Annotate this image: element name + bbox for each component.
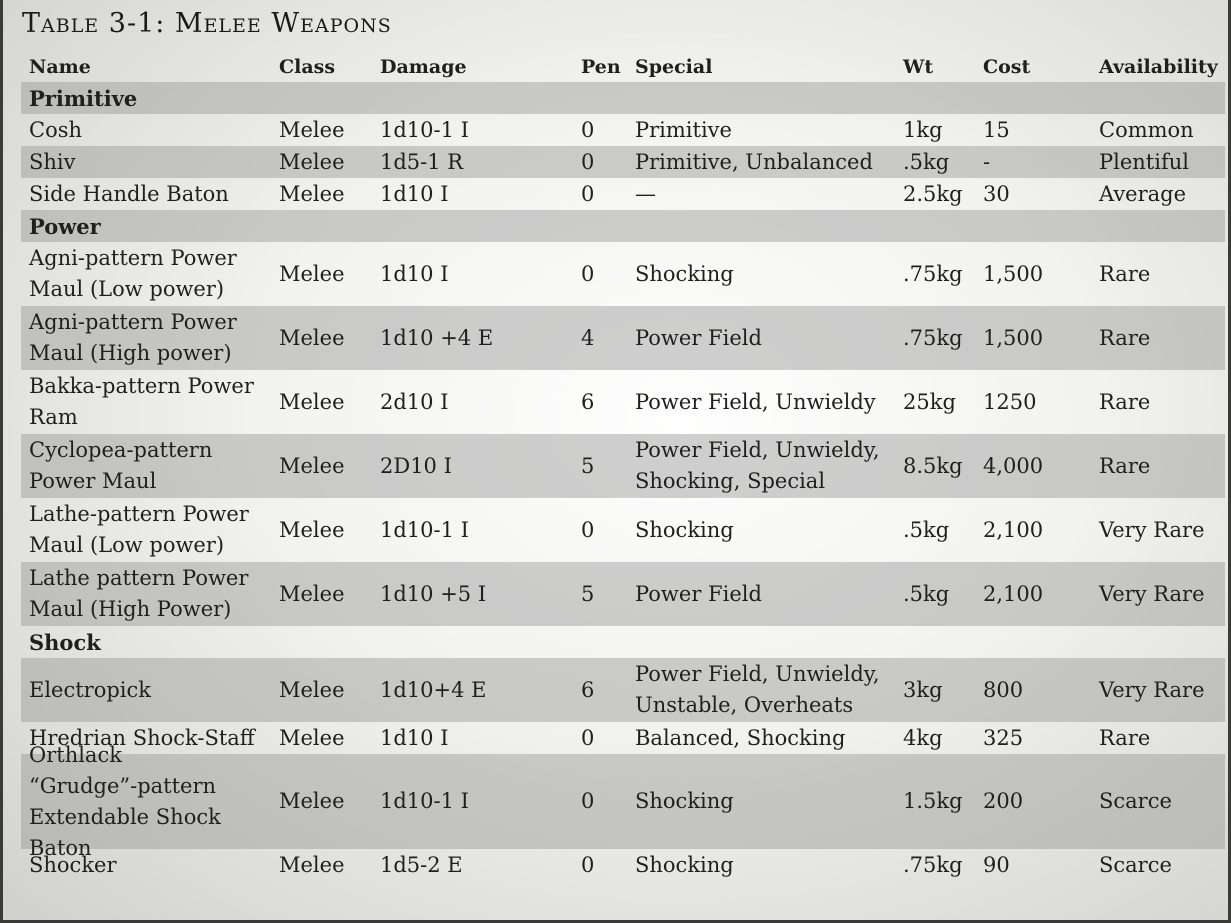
cell-cost: 4,000: [983, 453, 1044, 478]
header-class: Class: [279, 56, 336, 78]
cell-pen: 0: [581, 149, 595, 174]
cell-class: Melee: [279, 453, 345, 478]
cell-pen: 6: [581, 677, 595, 702]
cell-special: Power Field: [635, 325, 762, 350]
cell-damage: 1d10 +5 I: [380, 581, 487, 606]
header-wt: Wt: [903, 56, 934, 78]
cell-availability: Rare: [1099, 453, 1151, 478]
section-label: Shock: [29, 629, 101, 655]
cell-availability: Rare: [1099, 261, 1151, 286]
cell-name: Side Handle Baton: [29, 181, 229, 206]
cell-damage: 2D10 I: [380, 453, 452, 478]
cell-special: —: [635, 181, 656, 206]
cell-damage: 1d10 I: [380, 261, 449, 286]
table-row: [3, 114, 1231, 146]
cell-class: Melee: [279, 581, 345, 606]
table-row: [3, 742, 1231, 860]
cell-wt: .75kg: [903, 261, 963, 286]
cell-special: Power Field, Unwieldy, Shocking, Special: [635, 438, 880, 493]
table-header: [3, 52, 1231, 82]
cell-damage: 2d10 I: [380, 389, 449, 414]
cell-damage: 1d10 I: [380, 725, 449, 750]
cell-class: Melee: [279, 789, 345, 813]
cell-pen: 4: [581, 325, 595, 350]
cell-pen: 0: [581, 789, 595, 813]
cell-name: Shocker: [29, 852, 117, 877]
cell-name: Agni-pattern Power Maul (High power): [29, 310, 237, 365]
cell-wt: 1kg: [903, 117, 943, 142]
cell-cost: 90: [983, 852, 1010, 877]
cell-availability: Rare: [1099, 325, 1151, 350]
cell-damage: 1d10-1 I: [380, 117, 469, 142]
cell-special: Power Field, Unwieldy: [635, 389, 876, 414]
cell-wt: .5kg: [903, 517, 950, 542]
table-title: Table 3-1: Melee Weapons: [22, 8, 392, 39]
table-row: [3, 306, 1231, 370]
cell-special: Primitive: [635, 117, 732, 142]
table-row: [3, 146, 1231, 178]
cell-pen: 5: [581, 581, 595, 606]
cell-damage: 1d10 +4 E: [380, 325, 494, 350]
cell-cost: 200: [983, 789, 1024, 813]
cell-cost: -: [983, 149, 991, 174]
table-body: [3, 82, 1231, 881]
cell-cost: 30: [983, 181, 1010, 206]
section-row-primitive: [3, 82, 1231, 114]
cell-damage: 1d10-1 I: [380, 517, 469, 542]
cell-pen: 6: [581, 389, 595, 414]
cell-name: Electropick: [29, 677, 152, 702]
header-availability: Availability: [1099, 56, 1218, 78]
cell-pen: 0: [581, 852, 595, 877]
cell-name: Bakka-pattern Power Ram: [29, 374, 254, 429]
table-row: [3, 434, 1231, 498]
cell-wt: 1.5kg: [903, 789, 963, 813]
cell-special: Power Field: [635, 581, 762, 606]
cell-availability: Very Rare: [1099, 677, 1205, 702]
cell-damage: 1d10+4 E: [380, 677, 487, 702]
cell-wt: 3kg: [903, 677, 943, 702]
cell-cost: 15: [983, 117, 1010, 142]
cell-availability: Very Rare: [1099, 517, 1205, 542]
cell-wt: .75kg: [903, 325, 963, 350]
cell-name: Hredrian Shock-Staff: [29, 725, 255, 750]
cell-availability: Very Rare: [1099, 581, 1205, 606]
cell-class: Melee: [279, 677, 345, 702]
cell-cost: 800: [983, 677, 1024, 702]
cell-name: Lathe-pattern Power Maul (Low power): [29, 502, 249, 557]
cell-availability: Rare: [1099, 389, 1151, 414]
cell-availability: Scarce: [1099, 852, 1172, 877]
cell-cost: 2,100: [983, 517, 1044, 542]
header-damage: Damage: [380, 56, 467, 78]
table-row: [3, 370, 1231, 434]
cell-class: Melee: [279, 181, 345, 206]
section-row-power: [3, 210, 1231, 242]
table-row: [3, 562, 1231, 626]
header-special: Special: [635, 56, 713, 78]
cell-class: Melee: [279, 149, 345, 174]
table-row: [3, 849, 1231, 881]
cell-damage: 1d5-2 E: [380, 852, 463, 877]
cell-class: Melee: [279, 261, 345, 286]
cell-cost: 325: [983, 725, 1024, 750]
cell-class: Melee: [279, 389, 345, 414]
cell-availability: Average: [1099, 181, 1187, 206]
cell-special: Balanced, Shocking: [635, 725, 846, 750]
cell-availability: Rare: [1099, 725, 1151, 750]
header-pen: Pen: [581, 56, 621, 78]
header-cost: Cost: [983, 56, 1031, 78]
header-name: Name: [29, 56, 91, 78]
cell-name: Cosh: [29, 117, 83, 142]
cell-class: Melee: [279, 325, 345, 350]
section-label: Primitive: [29, 85, 138, 111]
cell-damage: 1d10-1 I: [380, 789, 469, 813]
cell-wt: .5kg: [903, 149, 950, 174]
cell-name: Shiv: [29, 149, 76, 174]
cell-name: Lathe pattern Power Maul (High Power): [29, 566, 249, 621]
cell-wt: .5kg: [903, 581, 950, 606]
cell-pen: 0: [581, 181, 595, 206]
cell-class: Melee: [279, 517, 345, 542]
cell-wt: .75kg: [903, 852, 963, 877]
table-row: [3, 658, 1231, 722]
cell-name: Orthlack “Grudge”-pattern Extendable Shock Baton: [29, 742, 221, 860]
cell-pen: 0: [581, 725, 595, 750]
table-row: [3, 242, 1231, 306]
cell-wt: 8.5kg: [903, 453, 963, 478]
cell-pen: 0: [581, 117, 595, 142]
table-row: [3, 498, 1231, 562]
cell-special: Shocking: [635, 852, 734, 877]
cell-pen: 5: [581, 453, 595, 478]
cell-wt: 25kg: [903, 389, 956, 414]
cell-class: Melee: [279, 852, 345, 877]
cell-name: Agni-pattern Power Maul (Low power): [29, 246, 237, 301]
cell-damage: 1d10 I: [380, 181, 449, 206]
section-label: Power: [29, 213, 101, 239]
cell-pen: 0: [581, 517, 595, 542]
cell-cost: 1250: [983, 389, 1037, 414]
cell-class: Melee: [279, 725, 345, 750]
table-row: [3, 178, 1231, 210]
cell-class: Melee: [279, 117, 345, 142]
section-row-shock: [3, 626, 1231, 658]
cell-availability: Plentiful: [1099, 149, 1189, 174]
cell-pen: 0: [581, 261, 595, 286]
cell-name: Cyclopea-pattern Power Maul: [29, 438, 213, 493]
cell-wt: 2.5kg: [903, 181, 963, 206]
cell-cost: 1,500: [983, 325, 1044, 350]
cell-wt: 4kg: [903, 725, 943, 750]
cell-availability: Scarce: [1099, 789, 1172, 813]
cell-cost: 2,100: [983, 581, 1044, 606]
cell-cost: 1,500: [983, 261, 1044, 286]
cell-special: Power Field, Unwieldy, Unstable, Overheats: [635, 662, 880, 717]
cell-special: Shocking: [635, 517, 734, 542]
cell-availability: Common: [1099, 117, 1194, 142]
cell-special: Shocking: [635, 261, 734, 286]
cell-special: Shocking: [635, 789, 734, 813]
cell-damage: 1d5-1 R: [380, 149, 464, 174]
cell-special: Primitive, Unbalanced: [635, 149, 873, 174]
